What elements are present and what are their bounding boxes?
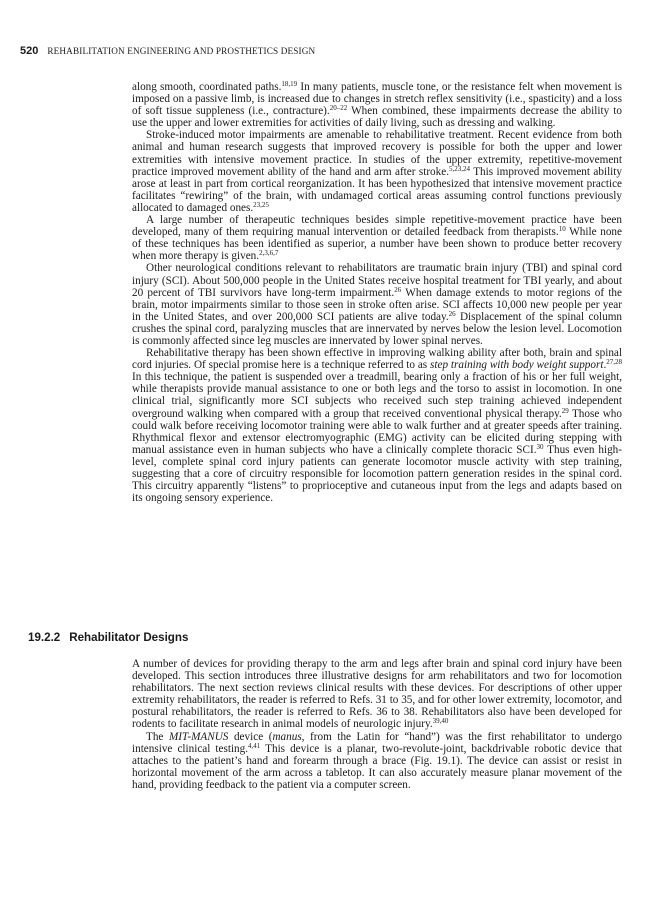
paragraph: along smooth, coordinated paths.$^{18,19}$ In many patients, muscle tone, or the resistance felt when movement is imposed on a passive limb, is increased due to changes in stretch reflex sensitivity (i.e., spasticity) and a loss of soft tissue suppleness (i.e., contracture).$^{20-22}$ When combined, these impairments decrease the ability to use the upper and lower extremities for activities of daily living, such as dressing and walking. [132, 80, 622, 130]
paragraph: Stroke-induced motor impairments are amenable to rehabilitative treatment. Recent evidence from both animal and human research suggests that improved recovery is possible for both the upper and lower extremities with intensive movement practice. In studies of the upper extremity, repetitive-movement practice improved movement ability of the hand and arm after stroke.$^{5,23,24}$ This improved movement ability arose at least in part from cortical reorganization. It has been hypothesized that intensive movement practice facilitates “rewiring” of the brain, with undamaged cortical areas assuming control functions previously allocated to damaged ones.$^{23,25}$ [132, 129, 622, 214]
citation: 39,40 [432, 717, 449, 726]
citation: 26 [448, 309, 456, 318]
body-text-upper [132, 81, 622, 504]
citation: 27,28 [606, 358, 622, 367]
citation: 2,3,6,7 [259, 249, 279, 258]
citation: 18,19 [281, 80, 298, 88]
paragraph: A number of devices for providing therapy to the arm and legs after brain and spinal cord injury have been developed. This section introduces three illustrative designs for arm rehabilitators and two for locomotion rehabilitators. The next section reviews clinical results with these devices. For descriptions of other upper extremity rehabilitators, the reader is referred to Refs. 31 to 35, and for other lower extremity, locomotor, and postural rehabilitators, the reader is referred to Refs. 36 to 38. Rehabilitators also have been developed for rodents to facilitate research in animal models of neurologic injury.$^{39,40}$ [132, 658, 622, 731]
section-number: 19.2.2 [28, 631, 61, 644]
section-title: Rehabilitator Designs [69, 631, 189, 644]
running-header [20, 45, 640, 59]
citation: 20–22 [329, 104, 348, 113]
citation: 30 [536, 442, 544, 451]
page-number: 520 [20, 45, 39, 57]
body-text-lower [132, 658, 622, 791]
paragraph: The MIT-MANUS device (manus, from the Latin for “hand”) was the first rehabilitator to undergo intensive clinical testing.$^{4,41}$ This device is a planar, two-revolute-joint, backdrivable robotic device that attaches to the patient’s hand and forearm through a brace (Fig. 19.1). The device can assist or resist in horizontal movement of the arm across a tabletop. It can also accurately measure planar movement of the hand, providing feedback to the patient via a computer screen. [132, 730, 622, 791]
citation: 10 [558, 225, 566, 234]
citation: 26 [394, 285, 402, 294]
citation: 29 [561, 406, 569, 415]
italic-term: MIT-MANUS [168, 730, 229, 743]
citation: 4,41 [248, 741, 261, 750]
paragraph: A large number of therapeutic techniques besides simple repetitive-movement practice have been developed, many of them requiring manual intervention or detailed feedback from therapists.$^{10}$ While none of these techniques has been identified as superior, a number have been shown to produce better recovery when more therapy is given.$^{2,3,6,7}$ [132, 214, 622, 263]
section-heading [28, 631, 628, 644]
paragraph: Rehabilitative therapy has been shown effective in improving walking ability after both, brain and spinal cord injuries. Of special promise here is a technique referred to as step training with body weight support.$^{27,28}$ In this technique, the patient is suspended over a treadmill, bearing only a fraction of his or her full weight, while therapists provide manual assistance to one or both legs and the torso to assist in locomotion. In one clinical trial, significantly more SCI subjects who received such step training achieved independent overground walking when compared with a group that received conventional physical therapy.$^{29}$ Those who could walk before receiving locomotor training were able to walk further and at greater speeds after training. Rhythmical flexor and extensor electromyographic (EMG) activity can be elicited during stepping with manual assistance even in human subjects who have a clinically complete thoracic SCI.$^{30}$ Thus even high-level, complete spinal cord injury patients can generate locomotor muscle activity with step training, suggesting that a core of circuitry responsible for locomotion pattern generation resides in the spinal cord. This circuitry apparently “listens” to proprioceptive and cutaneous input from the legs and adapts based on its ongoing sensory experience. [132, 347, 622, 505]
paragraph: Other neurological conditions relevant to rehabilitators are traumatic brain injury (TBI) and spinal cord injury (SCI). About 500,000 people in the United States receive hospital treatment for TBI yearly, and about 20 percent of TBI survivors have long-term impairment.$^{26}$ When damage extends to motor regions of the brain, motor impairments similar to those seen in stroke often arise. SCI affects 10,000 new people per year in the United States, and over 200,000 SCI patients are alive today.$^{26}$ Displacement of the spinal column crushes the spinal cord, paralyzing muscles that are innervated by nerves below the lesion level. Locomotion is commonly affected since leg muscles are innervated by lower spinal nerves. [132, 262, 622, 347]
running-title: REHABILITATION ENGINEERING AND PROSTHETICS DESIGN [47, 46, 316, 56]
citation: 5,23,24 [449, 164, 471, 173]
italic-term: step training with body weight support [430, 359, 604, 372]
citation: 23,25 [253, 200, 269, 209]
italic-term: manus [272, 730, 302, 743]
